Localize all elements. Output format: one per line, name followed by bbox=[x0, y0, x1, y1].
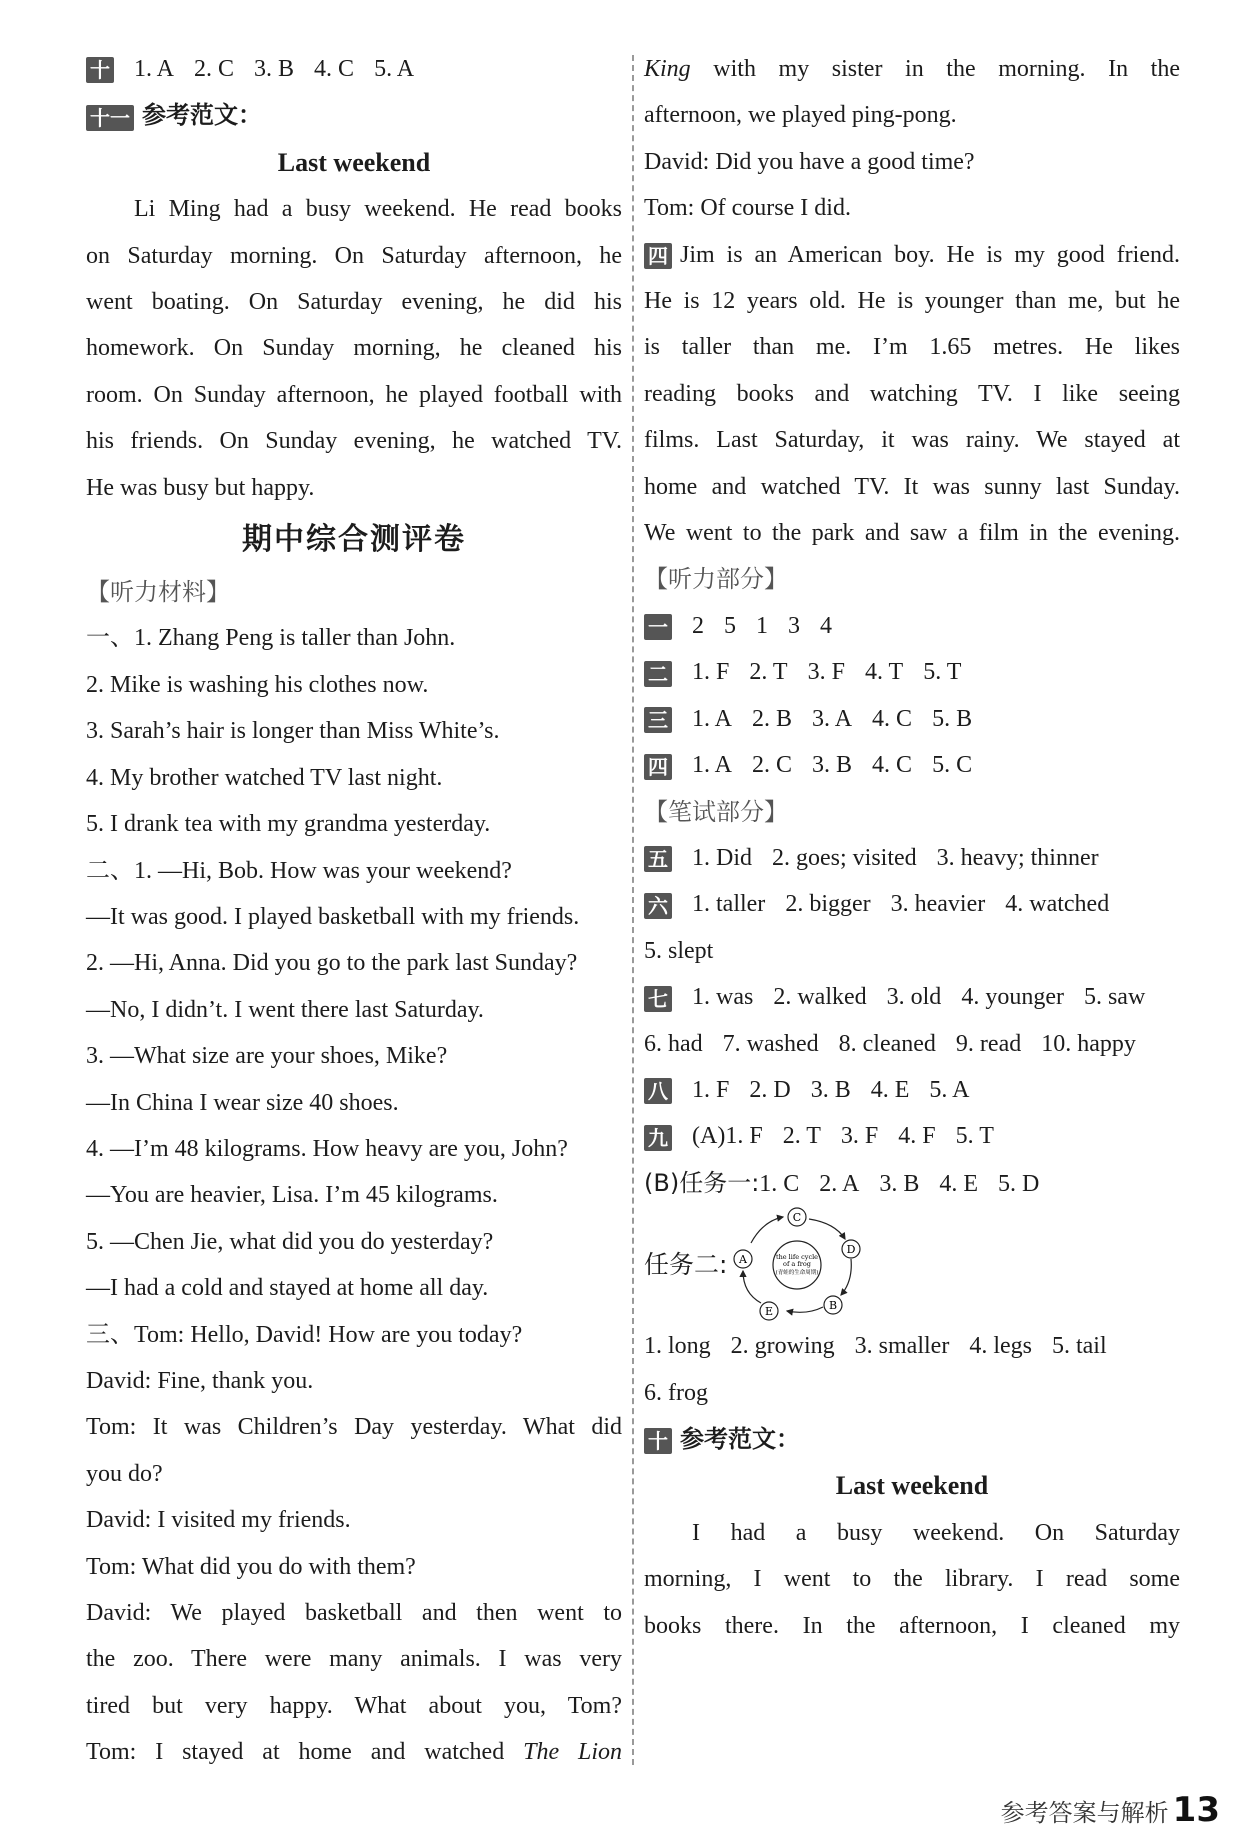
written-part-label: 【笔试部分】 bbox=[644, 797, 788, 826]
answer-row: 6. frog bbox=[644, 1379, 708, 1406]
transcript-line: you do? bbox=[86, 1460, 163, 1487]
transcript-line: 2. Mike is washing his clothes now. bbox=[86, 671, 429, 698]
right-column bbox=[644, 46, 1180, 1649]
answer-row: 五 1. Did 2. goes; visited 3. heavy; thinner bbox=[644, 835, 1180, 881]
svg-text:the life cycle: the life cycle bbox=[776, 1253, 819, 1262]
section-badge: 四 bbox=[644, 243, 672, 269]
svg-text:B: B bbox=[829, 1299, 838, 1313]
answer-row: 八 1. F 2. D 3. B 4. E 5. A bbox=[644, 1067, 1180, 1113]
essay-line: went boating. On Saturday evening, he did his bbox=[86, 289, 622, 316]
section-badge: 十 bbox=[86, 57, 114, 83]
transcript-line: 5. —Chen Jie, what did you do yesterday? bbox=[86, 1228, 494, 1255]
essay-line: room. On Sunday afternoon, he played football with bbox=[86, 381, 622, 408]
svg-text:of a frog: of a frog bbox=[783, 1260, 812, 1269]
transcript-line: We went to the park and saw a film in the evening. bbox=[644, 520, 1180, 547]
section-badge: 九 bbox=[644, 1125, 672, 1151]
answer-row: 七 1. was 2. walked 3. old 4. younger 5. saw bbox=[644, 974, 1180, 1020]
essay-title: Last weekend bbox=[835, 1471, 989, 1501]
section-badge: 五 bbox=[644, 846, 672, 872]
transcript-line: films. Last Saturday, it was rainy. We stayed at bbox=[644, 427, 1180, 454]
transcript-line: David: I visited my friends. bbox=[86, 1507, 351, 1534]
answer-row: 6. had 7. washed 8. cleaned 9. read 10. happy bbox=[644, 1030, 1136, 1057]
listening-part-label: 【听力部分】 bbox=[644, 565, 788, 594]
essay-title: Last weekend bbox=[277, 147, 431, 177]
transcript-line: King with my sister in the morning. In the bbox=[644, 56, 1180, 82]
answer-row: 四 1. A 2. C 3. B 4. C 5. C bbox=[644, 742, 1180, 788]
frog-life-cycle-diagram bbox=[727, 1207, 867, 1323]
transcript-line: the zoo. There were many animals. I was very bbox=[86, 1646, 622, 1673]
section-badge: 一 bbox=[644, 614, 672, 640]
section-badge: 十 bbox=[644, 1428, 672, 1454]
section-10-answers: 十 1. A 2. C 3. B 4. C 5. A bbox=[86, 46, 622, 92]
transcript-line: Tom: Of course I did. bbox=[644, 195, 851, 222]
transcript-line: 一、1. Zhang Peng is taller than John. bbox=[86, 625, 456, 652]
cycle-node-c bbox=[788, 1208, 806, 1226]
footer-label: 参考答案与解析 bbox=[1000, 1798, 1169, 1827]
transcript-line: Tom: I stayed at home and watched The Lion bbox=[86, 1739, 623, 1766]
transcript-line: reading books and watching TV. I like seeing bbox=[644, 380, 1180, 407]
essay-line: He was busy but happy. bbox=[86, 474, 315, 501]
cycle-node-a bbox=[734, 1250, 752, 1268]
transcript-line: David: Fine, thank you. bbox=[86, 1367, 314, 1394]
transcript-line: 三、Tom: Hello, David! How are you today? bbox=[86, 1321, 523, 1348]
section-badge: 四 bbox=[644, 754, 672, 780]
column-divider bbox=[632, 55, 634, 1765]
transcript-line: 4. —I’m 48 kilograms. How heavy are you, John? bbox=[86, 1135, 568, 1162]
exam-title: 期中综合测评卷 bbox=[242, 522, 466, 558]
svg-text:E: E bbox=[765, 1305, 774, 1319]
cycle-node-d bbox=[842, 1240, 860, 1258]
essay-line: morning, I went to the library. I read some bbox=[644, 1566, 1180, 1593]
section-badge: 六 bbox=[644, 893, 672, 919]
page-footer bbox=[1001, 1790, 1220, 1830]
transcript-line: 四 Jim is an American boy. He is my good friend. bbox=[644, 232, 1180, 278]
transcript-line: Tom: It was Children’s Day yesterday. What did bbox=[86, 1414, 622, 1441]
section-badge: 八 bbox=[644, 1078, 672, 1104]
transcript-line: Tom: What did you do with them? bbox=[86, 1553, 416, 1580]
transcript-line: David: Did you have a good time? bbox=[644, 148, 975, 175]
transcript-line: tired but very happy. What about you, Tom? bbox=[86, 1692, 622, 1719]
answer-row: 1. long 2. growing 3. smaller 4. legs 5. tail bbox=[644, 1333, 1107, 1360]
section-10-heading: 十 参考范文： bbox=[644, 1416, 1180, 1463]
task2-label: 任务二: bbox=[644, 1249, 728, 1279]
task2-row bbox=[644, 1207, 1180, 1323]
answer-row: 一 2 5 1 3 4 bbox=[644, 603, 1180, 649]
transcript-line: —I had a cold and stayed at home all day. bbox=[86, 1275, 489, 1302]
transcript-line: afternoon, we played ping-pong. bbox=[644, 102, 957, 129]
listening-material-label: 【听力材料】 bbox=[86, 578, 230, 607]
svg-text:A: A bbox=[739, 1253, 748, 1267]
essay-line: homework. On Sunday morning, he cleaned his bbox=[86, 335, 622, 362]
transcript-line: 3. —What size are your shoes, Mike? bbox=[86, 1043, 448, 1070]
cycle-node-e bbox=[760, 1302, 778, 1320]
transcript-line: He is 12 years old. He is younger than me, but he bbox=[644, 288, 1180, 315]
transcript-line: —It was good. I played basketball with my friends. bbox=[86, 903, 580, 930]
left-column bbox=[86, 46, 622, 1776]
transcript-line: 3. Sarah’s hair is longer than Miss White’s. bbox=[86, 718, 500, 745]
section-badge: 三 bbox=[644, 707, 672, 733]
svg-text:D: D bbox=[847, 1243, 856, 1257]
answer-row: 二 1. F 2. T 3. F 4. T 5. T bbox=[644, 649, 1180, 695]
essay-line: his friends. On Sunday evening, he watched TV. bbox=[86, 428, 622, 455]
svg-text:C: C bbox=[793, 1211, 802, 1225]
svg-text:(青蛙的生命周期): (青蛙的生命周期) bbox=[776, 1270, 819, 1277]
essay-line: on Saturday morning. On Saturday afternoon, he bbox=[86, 242, 622, 269]
transcript-line: 5. I drank tea with my grandma yesterday. bbox=[86, 811, 491, 838]
section-11-heading: 十一 参考范文： bbox=[86, 92, 622, 139]
transcript-line: 4. My brother watched TV last night. bbox=[86, 764, 443, 791]
transcript-line: —No, I didn’t. I went there last Saturday. bbox=[86, 996, 484, 1023]
section-badge: 二 bbox=[644, 661, 672, 687]
section-badge: 七 bbox=[644, 986, 672, 1012]
answer-row: (B)任务一:1. C 2. A 3. B 4. E 5. D bbox=[644, 1168, 1040, 1197]
transcript-line: home and watched TV. It was sunny last Sunday. bbox=[644, 473, 1180, 500]
answer-row: 六 1. taller 2. bigger 3. heavier 4. watched bbox=[644, 881, 1180, 927]
essay-line: books there. In the afternoon, I cleaned my bbox=[644, 1612, 1180, 1639]
answer-row: 九 (A)1. F 2. T 3. F 4. F 5. T bbox=[644, 1113, 1180, 1159]
page-number: 13 bbox=[1172, 1790, 1220, 1830]
cycle-node-b bbox=[824, 1296, 842, 1314]
transcript-line: 2. —Hi, Anna. Did you go to the park last Sunday? bbox=[86, 950, 578, 977]
transcript-line: David: We played basketball and then went to bbox=[86, 1600, 622, 1626]
transcript-line: 二、1. —Hi, Bob. How was your weekend? bbox=[86, 857, 512, 884]
answer-row: 5. slept bbox=[644, 937, 714, 964]
essay-line: Li Ming had a busy weekend. He read books bbox=[134, 196, 622, 223]
answer-row: 三 1. A 2. B 3. A 4. C 5. B bbox=[644, 696, 1180, 742]
transcript-line: —In China I wear size 40 shoes. bbox=[86, 1089, 399, 1116]
transcript-line: —You are heavier, Lisa. I’m 45 kilograms. bbox=[86, 1182, 498, 1209]
transcript-line: is taller than me. I’m 1.65 metres. He likes bbox=[644, 334, 1180, 361]
section-badge: 十一 bbox=[86, 105, 134, 131]
essay-line: I had a busy weekend. On Saturday bbox=[692, 1519, 1180, 1546]
